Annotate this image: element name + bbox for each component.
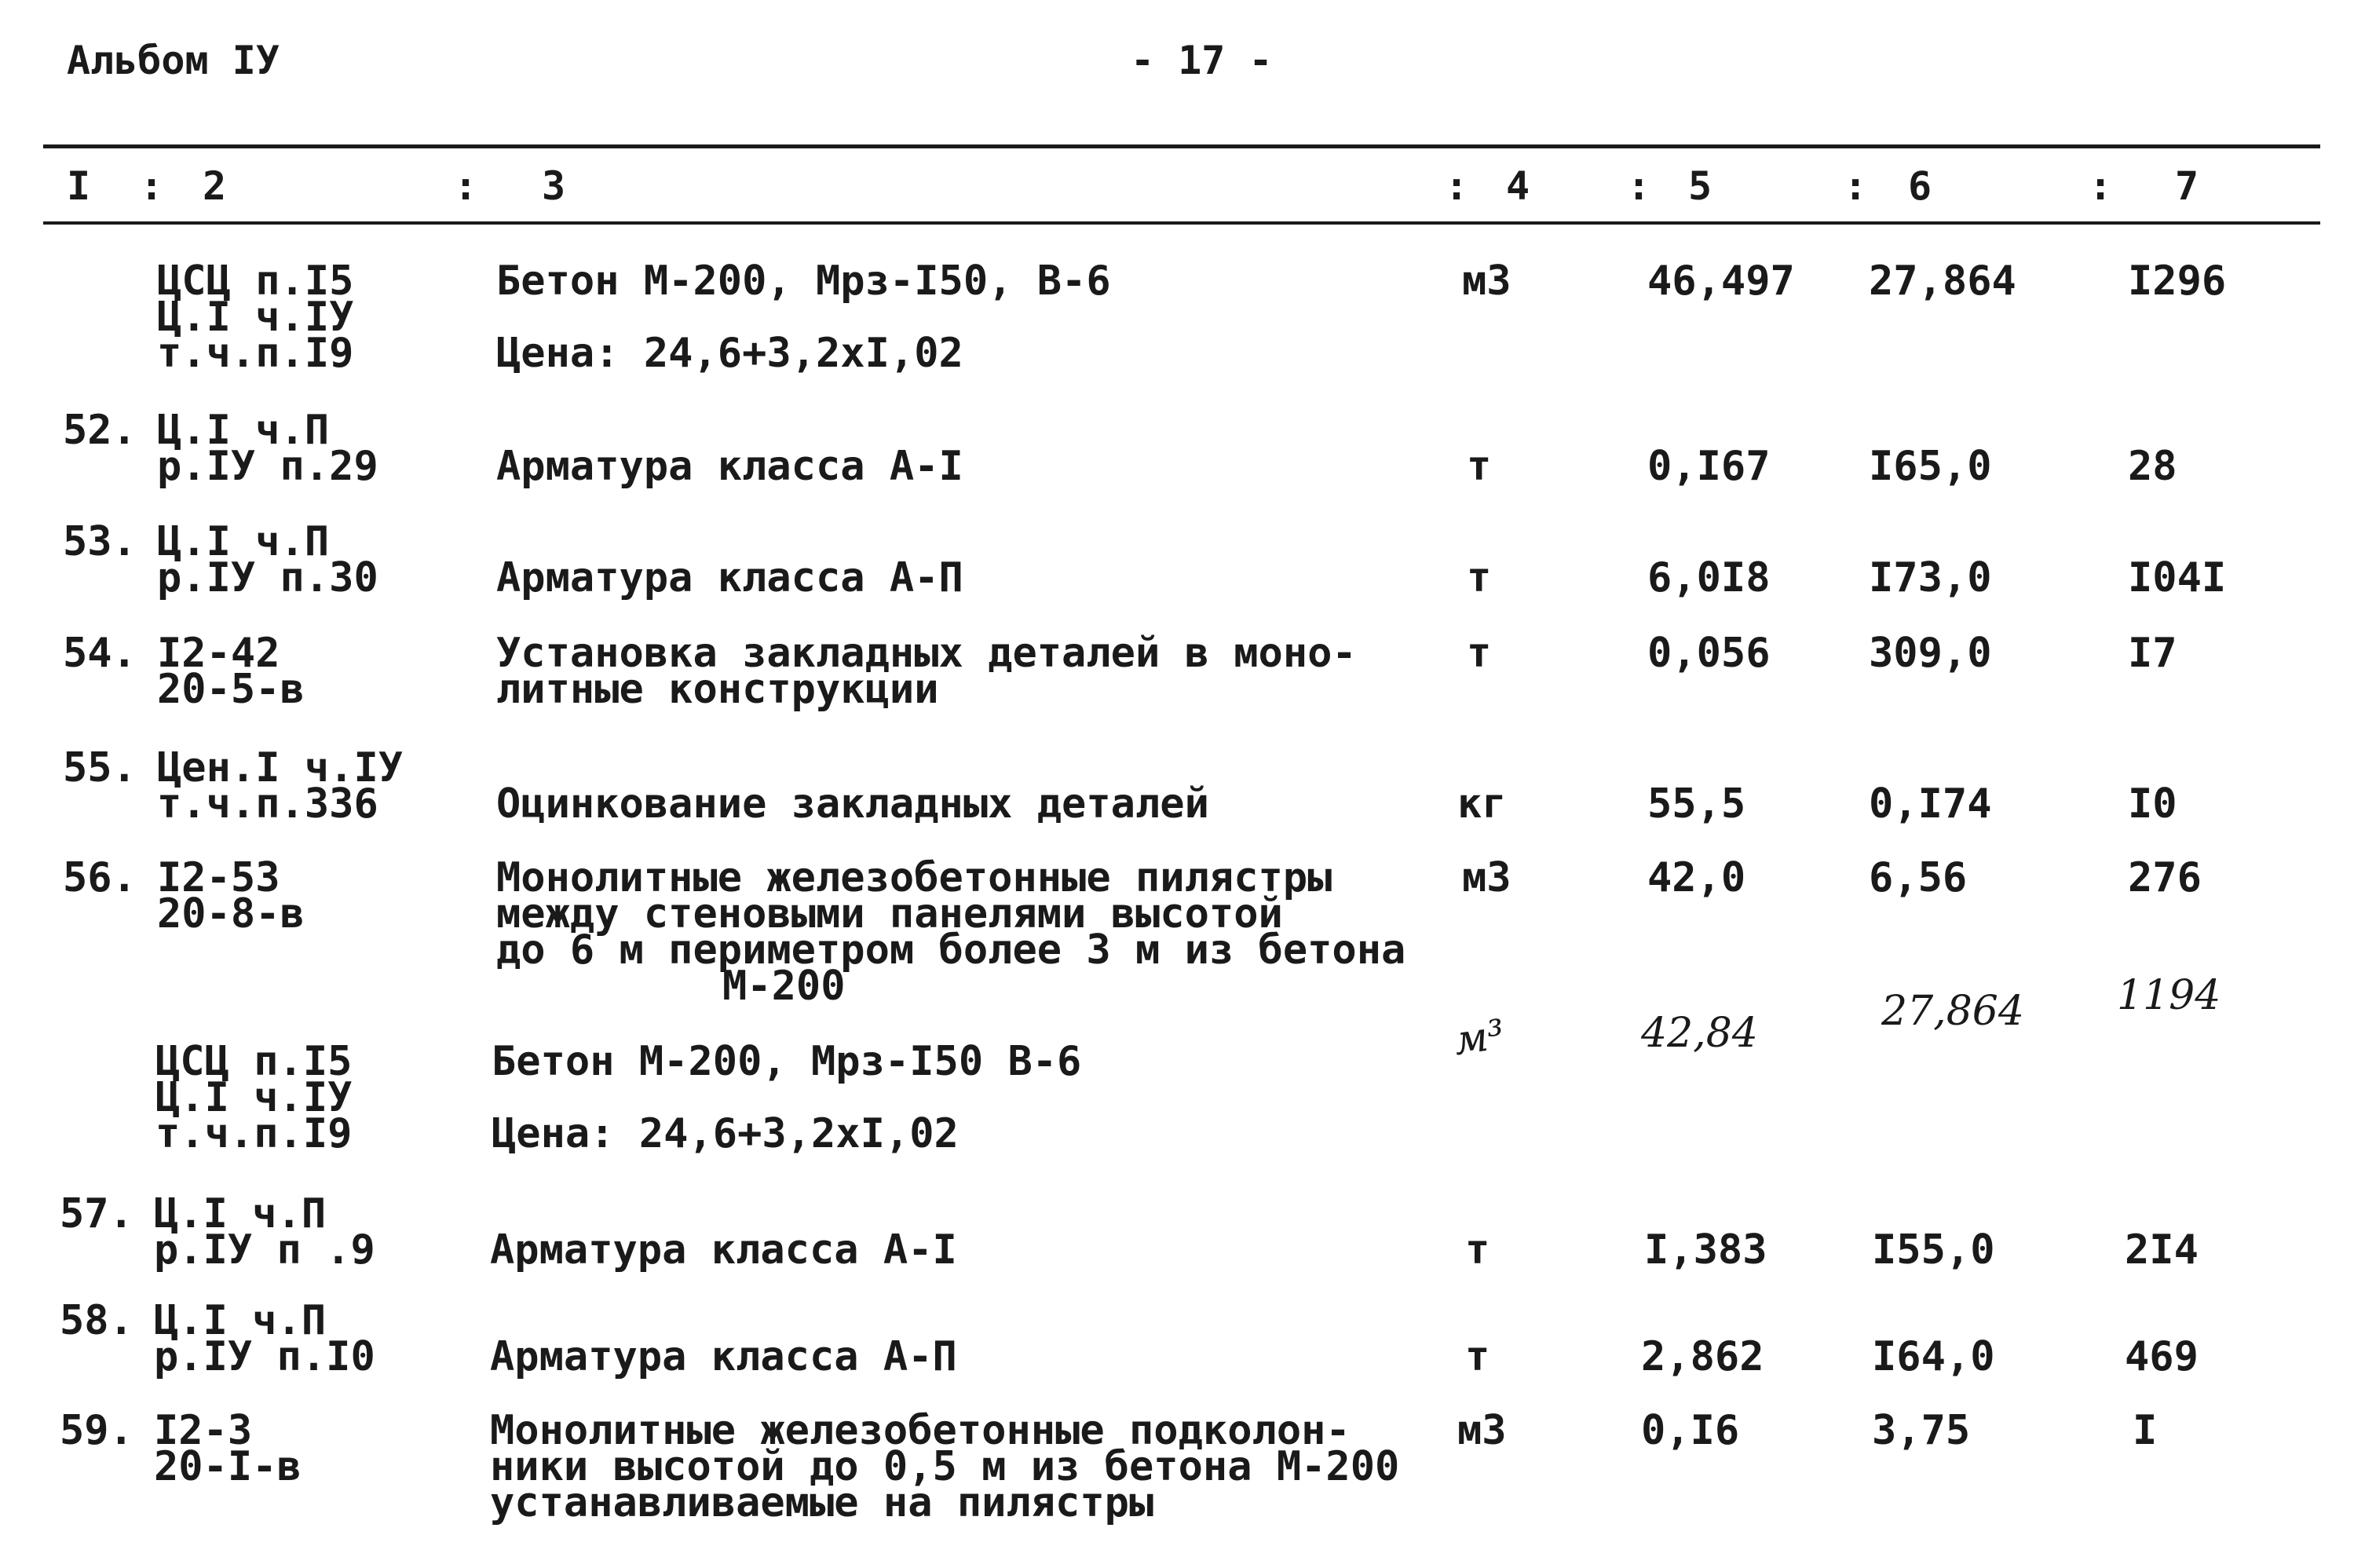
col-header-2: 2: [203, 163, 227, 209]
col-sep: :: [1445, 163, 1469, 209]
unit: т: [1465, 1226, 1490, 1274]
total: 469: [2125, 1333, 2199, 1380]
quantity: 0,056: [1647, 630, 1771, 677]
unit-price: 0,I74: [1869, 780, 1992, 828]
handwritten-total: 1194: [2117, 972, 2221, 1019]
desc-line: Оцинкование закладных деталей: [496, 780, 1209, 828]
unit: кг: [1457, 780, 1507, 828]
unit-price: I55,0: [1872, 1226, 1995, 1274]
ref-line: I2-42: [157, 630, 280, 677]
ref-line: Ц.I ч.IУ: [155, 1074, 353, 1121]
desc-line: ники высотой до 0,5 м из бетона М-200: [490, 1443, 1400, 1490]
total: I: [2133, 1407, 2158, 1454]
desc-line: литные конструкции: [496, 666, 939, 713]
row-number: 54.: [63, 630, 137, 677]
header-bottom-rule: [43, 221, 2320, 225]
unit-price: I64,0: [1872, 1333, 1995, 1380]
col-header-7: 7: [2175, 163, 2199, 209]
handwritten-price: 27,864: [1881, 988, 2024, 1035]
unit: т: [1467, 554, 1492, 601]
desc-line: Арматура класса А-I: [490, 1226, 957, 1274]
ref-line: Цен.I ч.IУ: [157, 744, 404, 791]
ref-line: I2-53: [157, 854, 280, 901]
ref-line: т.ч.п.I9: [157, 330, 354, 377]
col-sep: :: [140, 163, 164, 209]
desc-line: Арматура класса А-П: [496, 554, 963, 601]
ref-line: Ц.I ч.П: [154, 1297, 327, 1344]
total: I04I: [2128, 554, 2227, 601]
ref-line: р.IУ п.30: [157, 554, 378, 601]
total: 276: [2128, 854, 2202, 901]
total: I0: [2128, 780, 2177, 828]
col-sep: :: [1844, 163, 1868, 209]
unit: м3: [1462, 854, 1511, 901]
unit-price: 3,75: [1872, 1407, 1971, 1454]
unit-price: 6,56: [1869, 854, 1968, 901]
unit: т: [1467, 630, 1492, 677]
desc-line: Арматура класса А-П: [490, 1333, 957, 1380]
row-number: 52.: [63, 407, 137, 454]
ref-line: р.IУ п.I0: [154, 1333, 375, 1380]
ref-line: Ц.I ч.П: [157, 518, 330, 565]
unit-price: 27,864: [1869, 258, 2016, 305]
desc-line: Цена: 24,6+3,2хI,02: [496, 330, 963, 377]
desc-line: Бетон М-200, Мрз-I50, В-6: [496, 258, 1111, 305]
page-number: - 17 -: [1131, 38, 1273, 83]
ref-line: Ц.I ч.IУ: [157, 294, 354, 341]
ref-line: Ц.I ч.П: [157, 407, 330, 454]
ref-line: 20-I-в: [154, 1443, 302, 1490]
header-top-rule: [43, 144, 2320, 148]
row-number: 58.: [60, 1297, 133, 1344]
quantity: 0,I6: [1641, 1407, 1740, 1454]
col-header-1: I: [67, 163, 91, 209]
album-label: Альбом IУ: [67, 38, 280, 83]
row-number: 53.: [63, 518, 137, 565]
unit-price: I73,0: [1869, 554, 1992, 601]
unit-price: I65,0: [1869, 443, 1992, 490]
quantity: 0,I67: [1647, 443, 1771, 490]
unit-price: 309,0: [1869, 630, 1992, 677]
quantity: 42,0: [1647, 854, 1746, 901]
col-header-5: 5: [1688, 163, 1713, 209]
quantity: I,383: [1644, 1226, 1767, 1274]
unit: м3: [1462, 258, 1511, 305]
row-number: 57.: [60, 1190, 133, 1237]
ref-line: 20-8-в: [157, 890, 305, 938]
desc-line: до 6 м периметром более 3 м из бетона: [496, 927, 1406, 974]
desc-line: Монолитные железобетонные пилястры: [496, 854, 1332, 901]
col-sep: :: [2089, 163, 2113, 209]
ref-line: т.ч.п.336: [157, 780, 378, 828]
quantity: 6,0I8: [1647, 554, 1771, 601]
ref-line: I2-3: [154, 1407, 253, 1454]
quantity: 55,5: [1647, 780, 1746, 828]
ref-line: Ц.I ч.П: [154, 1190, 327, 1237]
ref-line: р.IУ п.29: [157, 443, 378, 490]
row-number: 59.: [60, 1407, 133, 1454]
unit: т: [1467, 443, 1492, 490]
row-number: 55.: [63, 744, 137, 791]
total: I7: [2128, 630, 2177, 677]
col-sep: :: [1627, 163, 1651, 209]
ref-line: 20-5-в: [157, 666, 305, 713]
quantity: 46,497: [1647, 258, 1795, 305]
row-number: 56.: [63, 854, 137, 901]
col-header-6: 6: [1908, 163, 1932, 209]
ref-line: ЦСЦ п.I5: [155, 1038, 353, 1085]
unit: м3: [1457, 1407, 1507, 1454]
desc-line: Арматура класса А-I: [496, 443, 963, 490]
col-sep: :: [454, 163, 478, 209]
ref-line: т.ч.п.I9: [155, 1110, 353, 1157]
total: 28: [2128, 443, 2177, 490]
handwritten-unit: м³: [1451, 1011, 1508, 1065]
desc-line: М-200: [722, 963, 846, 1010]
desc-line: устанавливаемые на пилястры: [490, 1479, 1154, 1526]
quantity: 2,862: [1641, 1333, 1764, 1380]
desc-line: Бетон М-200, Мрз-I50 В-6: [492, 1038, 1082, 1085]
handwritten-quantity: 42,84: [1641, 1010, 1758, 1057]
unit: т: [1465, 1333, 1490, 1380]
ref-line: ЦСЦ п.I5: [157, 258, 354, 305]
total: I296: [2128, 258, 2227, 305]
total: 2I4: [2125, 1226, 2199, 1274]
col-header-4: 4: [1506, 163, 1530, 209]
desc-line: Монолитные железобетонные подколон-: [490, 1407, 1351, 1454]
desc-line: Установка закладных деталей в моно-: [496, 630, 1357, 677]
desc-line: между стеновыми панелями высотой: [496, 890, 1283, 938]
ref-line: р.IУ п .9: [154, 1226, 375, 1274]
desc-line: Цена: 24,6+3,2хI,02: [492, 1110, 959, 1157]
col-header-3: 3: [542, 163, 566, 209]
